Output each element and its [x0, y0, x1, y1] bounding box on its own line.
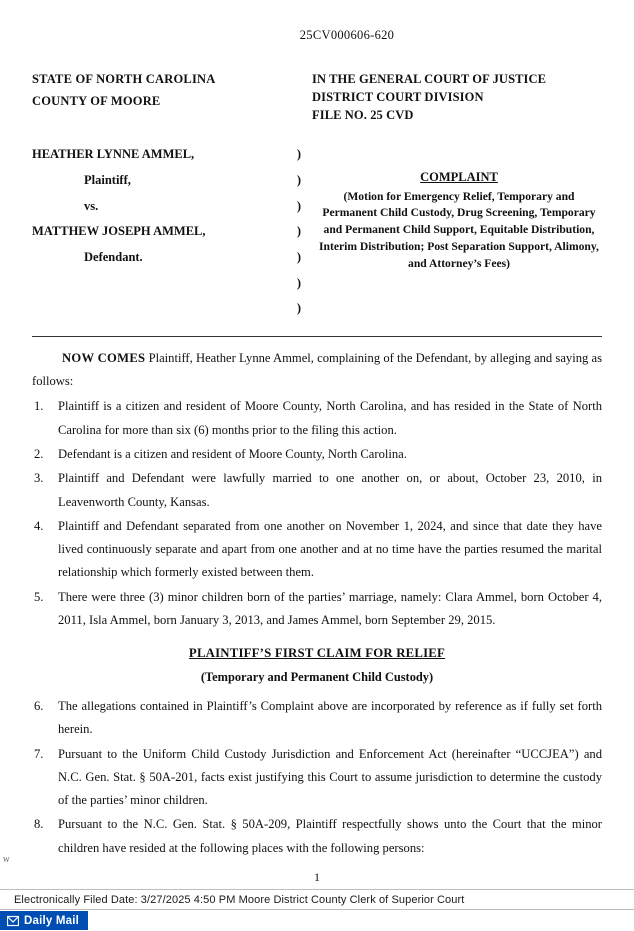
margin-mark: W	[3, 856, 10, 864]
item-text: Defendant is a citizen and resident of Moore County, North Carolina.	[58, 446, 407, 461]
watermark-bar	[0, 910, 634, 931]
daily-mail-label: Daily Mail	[24, 914, 80, 927]
caption-court-line-3: FILE NO. 25 CVD	[312, 108, 414, 123]
caption-court-line-1: IN THE GENERAL COURT OF JUSTICE	[312, 72, 547, 86]
caption-state: STATE OF NORTH CAROLINA	[32, 72, 216, 86]
item-number: 6.	[34, 698, 44, 713]
defendant-role: Defendant.	[84, 249, 143, 264]
item-text: Plaintiff is a citizen and resident of Moore County, North Carolina, and has resided in the State of North Carolina for more than six (6) months prior to the filing this action.	[58, 399, 602, 437]
mail-icon	[7, 915, 19, 927]
parties-block	[32, 142, 602, 321]
allegations-list-one	[32, 395, 602, 632]
list-item	[32, 695, 602, 742]
defendant-name: MATTHEW JOSEPH AMMEL,	[32, 224, 206, 239]
document-body	[32, 347, 602, 888]
list-item	[32, 443, 602, 466]
paren-7: )	[296, 301, 302, 316]
item-text: The allegations contained in Plaintiff’s Complaint above are incorporated by reference as if fully set forth herein.	[58, 698, 602, 737]
list-item	[32, 743, 602, 813]
list-item	[32, 813, 602, 860]
paren-3: )	[296, 198, 302, 213]
caption-county: COUNTY OF MOORE	[32, 93, 161, 108]
complaint-title: COMPLAINT	[420, 170, 498, 185]
paren-2: )	[296, 173, 302, 187]
list-item	[32, 586, 602, 633]
caption-paren-column	[282, 142, 316, 321]
paren-5: )	[296, 249, 302, 264]
daily-mail-badge[interactable]	[0, 911, 88, 930]
item-text: Pursuant to the N.C. Gen. Stat. § 50A-209, Plaintiff respectfully shows unto the Court that the minor children have resided at the following places with the following persons:	[58, 817, 602, 855]
item-number: 7.	[34, 746, 44, 761]
page-number: 1	[314, 870, 320, 884]
item-number: 4.	[34, 518, 44, 533]
paren-4: )	[296, 224, 302, 239]
caption-divider	[32, 336, 602, 337]
caption-state-county	[32, 69, 312, 113]
parties-names	[32, 142, 282, 321]
plaintiff-name: HEATHER LYNNE AMMEL,	[32, 147, 195, 162]
plaintiff-role: Plaintiff,	[84, 173, 131, 187]
versus-label: vs.	[84, 198, 99, 213]
intro-text: Plaintiff, Heather Lynne Ammel, complaining of the Defendant, by alleging and saying as follows:	[32, 350, 602, 389]
item-number: 1.	[34, 399, 44, 414]
caption-court	[312, 69, 602, 124]
item-text: There were three (3) minor children born of the parties’ marriage, namely: Clara Ammel, born October 4, 2011, Isla Ammel, born January 3, 2013, and James Ammel, born September 29, 2015.	[58, 589, 602, 628]
filing-stamp-text: Electronically Filed Date: 3/27/2025 4:50 PM Moore District County Clerk of Superior Court	[14, 893, 465, 906]
item-number: 2.	[34, 446, 44, 461]
complaint-title-block	[316, 142, 602, 321]
item-text: Pursuant to the Uniform Child Custody Jurisdiction and Enforcement Act (hereinafter “UCCJEA”) and N.C. Gen. Stat. § 50A-201, facts exist justifying this Court to assume jurisdiction to determine the custody of the parties’ minor children.	[58, 746, 602, 808]
now-comes-label: NOW COMES	[62, 350, 146, 365]
caption-court-line-2: DISTRICT COURT DIVISION	[312, 90, 484, 105]
document-caption	[32, 69, 602, 124]
item-number: 3.	[34, 471, 44, 486]
allegations-list-two	[32, 695, 602, 860]
item-number: 5.	[34, 589, 44, 604]
item-text: Plaintiff and Defendant were lawfully married to one another on, or about, October 23, 2010, in Leavenworth County, Kansas.	[58, 471, 602, 509]
list-item	[32, 515, 602, 585]
claim-heading: PLAINTIFF’S FIRST CLAIM FOR RELIEF	[188, 646, 446, 661]
list-item	[32, 467, 602, 514]
intro-paragraph	[32, 347, 602, 394]
paren-6: )	[296, 275, 302, 290]
paren-1: )	[296, 147, 302, 162]
list-item	[32, 395, 602, 442]
item-number: 8.	[34, 817, 44, 832]
case-number: 25CV000606-620	[299, 28, 395, 42]
claim-subheading: (Temporary and Permanent Child Custody)	[200, 669, 434, 684]
filing-stamp	[0, 889, 634, 910]
item-text: Plaintiff and Defendant separated from one another on November 1, 2024, and since that date they have lived continuously separate and apart from one another and at no time have the parties resumed the marital relationship which formerly existed between them.	[58, 518, 602, 580]
complaint-subtitle: (Motion for Emergency Relief, Temporary and Permanent Child Custody, Drug Screening, Temporary and Permanent Child Support, Equitable Distribution, Interim Distribution; Post Separation Support, Alimony, and Attorney’s Fees)	[319, 189, 599, 270]
